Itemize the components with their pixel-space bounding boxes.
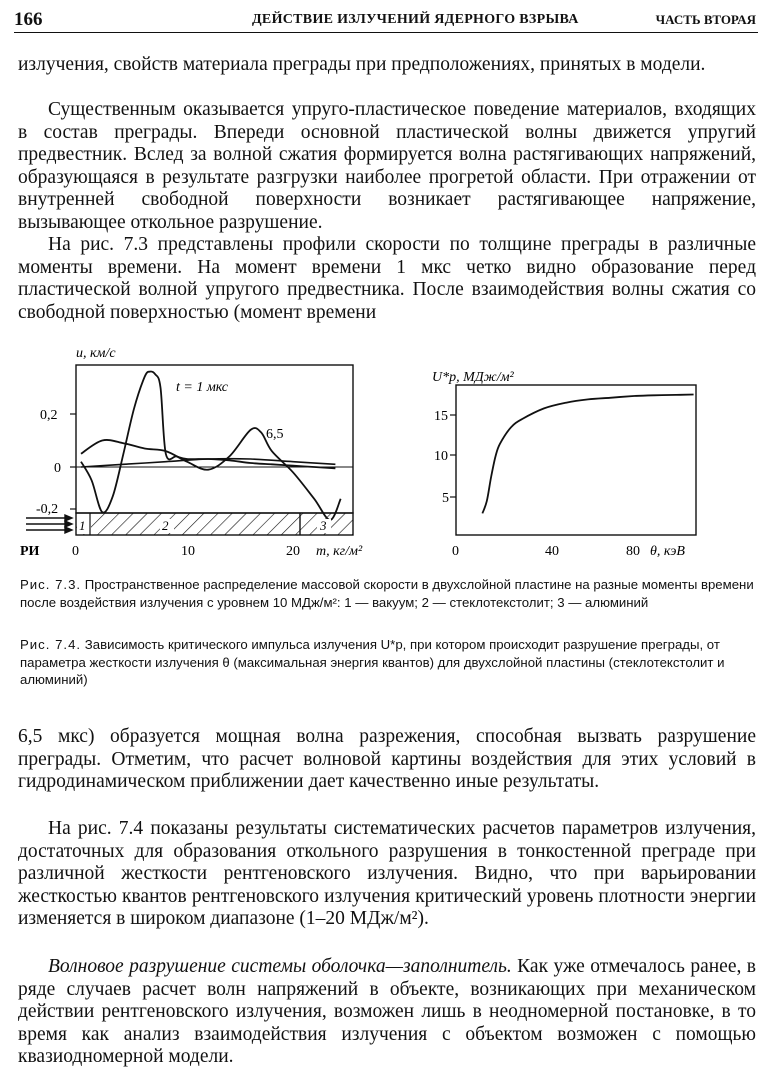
running-header (14, 8, 758, 33)
fig73-plate (76, 513, 353, 535)
fig74-xlabel: θ, кэВ (650, 544, 685, 559)
fig73-curve-t6-5 (81, 428, 341, 520)
fig73-xtick-label: 10 (181, 544, 195, 559)
fig73-layer-label-1: 1 (79, 518, 86, 533)
fig73-layer-label-3: 3 (320, 518, 327, 533)
paragraph-continuation: излучения, свойств материала преграды при предположениях, принятых в модели. (18, 54, 706, 75)
fig74-curve (482, 395, 693, 514)
paragraph-fig73-intro: На рис. 7.3 представлены профили скорости по толщине преграды в различные моменты времени. На момент времени 1 мкс четко видно образование перед пластической волной упругого предвестника. После взаимодействия волны сжатия со свободной поверхностью (момент времени (18, 234, 756, 323)
caption-fig-7-3-label: Рис. 7.3. (20, 577, 82, 592)
caption-fig-7-4-label: Рис. 7.4. (20, 637, 82, 652)
caption-fig-7-4-text: Зависимость критического импульса излучения U*p, при котором происходит разрушение преграды, от параметра жесткости излучения θ (максимальная энергия квантов) для двухслойной пластины (стеклотекстолит и алюминий) (20, 637, 725, 687)
section-text: Как уже отмечалось ранее, в ряде случаев расчет волн напряжений в объекте, возникающих при механическом действии рентгеновского излучения, возможен лишь в неодномерной постановке, в то время как анализ взаимодействия излучения с объектом возможен с помощью квазиодномерной модели. (18, 956, 756, 1067)
fig73-layer-label-2: 2 (162, 518, 169, 533)
fig74-ytick-label: 10 (434, 449, 448, 464)
page-number: 166 (14, 9, 43, 30)
fig73-ylabel: u, км/с (76, 346, 116, 361)
fig74-xtick-label: 80 (626, 544, 640, 559)
fig73-ytick-label: 0,2 (40, 408, 58, 423)
fig74-xtick-label: 0 (452, 544, 459, 559)
fig73-xtick-label: 20 (286, 544, 300, 559)
fig73-source-label: РИ (20, 544, 40, 559)
fig74-ytick-label: 15 (434, 409, 448, 424)
fig74-ytick-label: 5 (442, 491, 449, 506)
section-run-in-heading: Волновое разрушение системы оболочка—заполнитель. (48, 956, 512, 977)
paragraph-fig74-results: На рис. 7.4 показаны результаты систематических расчетов параметров излучения, достаточных для образования откольного разрушения в тонкостенной преграде при различной жесткости рентгеновского излучения. Видно, что при варьировании жесткостью квантов рентгеновского излучения критический уровень плотности энергии изменяется в широком диапазоне (1–20 МДж/м²). (18, 818, 756, 929)
paragraph-elastic-plastic: Существенным оказывается упруго-пластическое поведение материалов, входящих в состав преграды. Впереди основной пластической волны движется упругий предвестник. Вслед за волной сжатия формируется волна растягивающих напряжений, образующаяся в результате разгрузки наиболее прогретой области. При отражении от внутренней свободной поверхности возникает растягивающее напряжение, вызывающее откольное разрушение. (18, 99, 756, 233)
caption-fig-7-3-text: Пространственное распределение массовой скорости в двухслойной пластине на разные моменты времени после воздействия излучения с уровнем 10 МДж/м²: 1 — вакуум; 2 — стеклотекстолит; 3 — алюминий (20, 577, 754, 610)
fig73-xlabel: m, кг/м² (316, 544, 363, 559)
fig73-curve-label-1: t = 1 мкс (176, 380, 229, 395)
radiation-arrows (26, 515, 72, 533)
part-label: ЧАСТЬ ВТОРАЯ (655, 12, 756, 27)
fig74-frame (456, 385, 696, 535)
caption-fig-7-3 (20, 576, 758, 611)
figures-block (14, 335, 754, 565)
fig74-xtick-label: 40 (545, 544, 559, 559)
fig73-curve-label-2: 6,5 (266, 427, 284, 442)
figure-7-4 (432, 370, 696, 559)
paragraph-rarefaction: 6,5 мкс) образуется мощная волна разрежения, способная вызвать разрушение преграды. Отметим, что расчет волновой картины воздействия для этих условий в гидродинамическом приближении дает качественно иные результаты. (18, 726, 756, 792)
fig73-ytick-label: -0,2 (36, 502, 59, 517)
figure-7-3 (20, 346, 363, 559)
paragraph-shell-filler (18, 956, 756, 1069)
fig73-ytick-label: 0 (54, 461, 61, 476)
caption-fig-7-4 (20, 636, 758, 689)
fig73-xtick-label: 0 (72, 544, 79, 559)
fig74-ylabel: U*p, МДж/м² (432, 370, 514, 385)
running-title: ДЕЙСТВИЕ ИЗЛУЧЕНИЙ ЯДЕРНОГО ВЗРЫВА (252, 12, 579, 27)
